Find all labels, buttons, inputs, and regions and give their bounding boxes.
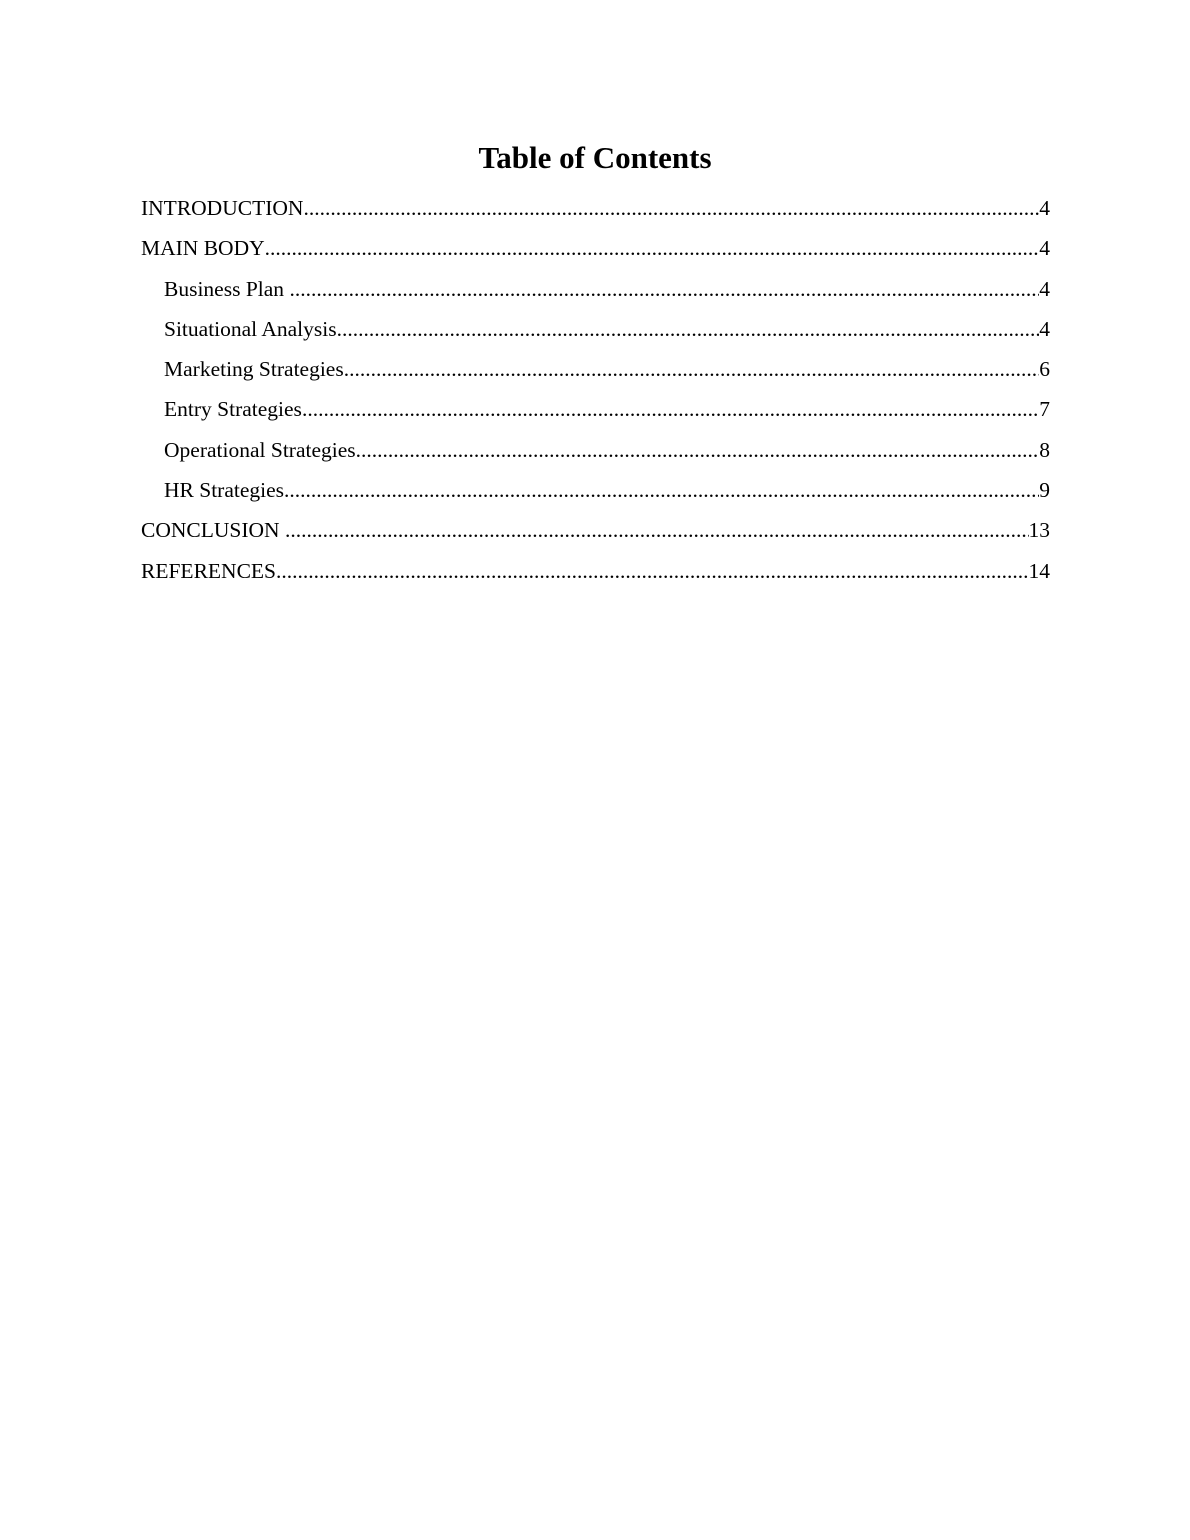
toc-entry-marketing-strategies[interactable]: [141, 353, 1050, 393]
toc-dot-leader: [265, 232, 1040, 264]
toc-title: Table of Contents: [478, 140, 712, 175]
toc-page-number: 4: [1039, 196, 1050, 220]
toc-entry-label: INTRODUCTION: [141, 196, 304, 220]
toc-entry-entry-strategies[interactable]: [141, 393, 1050, 433]
toc-page-number: 6: [1039, 357, 1050, 382]
toc-entry-label: Marketing Strategies: [164, 357, 344, 382]
toc-page-number: 8: [1039, 437, 1050, 462]
toc-dot-leader: [337, 313, 1040, 345]
toc-entry-conclusion[interactable]: [141, 514, 1050, 554]
toc-entry-main-body[interactable]: [141, 232, 1050, 272]
toc-entry-situational-analysis[interactable]: [141, 313, 1050, 353]
toc-dot-leader: [356, 434, 1040, 466]
toc-dot-leader: [289, 273, 1039, 305]
toc-entry-label: Operational Strategies: [164, 437, 356, 462]
toc-dot-leader: [302, 393, 1039, 425]
toc-dot-leader: [344, 353, 1040, 385]
toc-page-number: 4: [1039, 316, 1050, 341]
toc-entry-label: HR Strategies: [164, 478, 285, 503]
toc-entry-label: MAIN BODY: [141, 236, 265, 261]
toc-page-number: 14: [1028, 558, 1050, 583]
toc-entry-label: CONCLUSION: [141, 518, 285, 543]
toc-entry-references[interactable]: [141, 555, 1050, 595]
toc-entry-business-plan[interactable]: [141, 273, 1050, 313]
toc-entry-hr-strategies[interactable]: [141, 474, 1050, 514]
toc-page-number: 4: [1039, 236, 1050, 261]
toc-entry-label: REFERENCES: [141, 558, 276, 583]
toc-page-number: 7: [1039, 397, 1050, 422]
toc-dot-leader: [284, 474, 1039, 506]
toc-page-number: 9: [1039, 478, 1050, 503]
toc-entry-label: Situational Analysis: [164, 316, 337, 341]
toc-list: [141, 192, 1050, 595]
toc-dot-leader: [303, 192, 1039, 224]
toc-page-number: 4: [1039, 276, 1050, 301]
toc-dot-leader: [285, 514, 1029, 546]
toc-page-number: 13: [1028, 518, 1050, 543]
toc-entry-label: Entry Strategies: [164, 397, 302, 422]
toc-dot-leader: [276, 555, 1029, 587]
toc-entry-introduction[interactable]: [141, 192, 1050, 232]
toc-entry-label: Business Plan: [164, 276, 290, 301]
toc-entry-operational-strategies[interactable]: [141, 434, 1050, 474]
